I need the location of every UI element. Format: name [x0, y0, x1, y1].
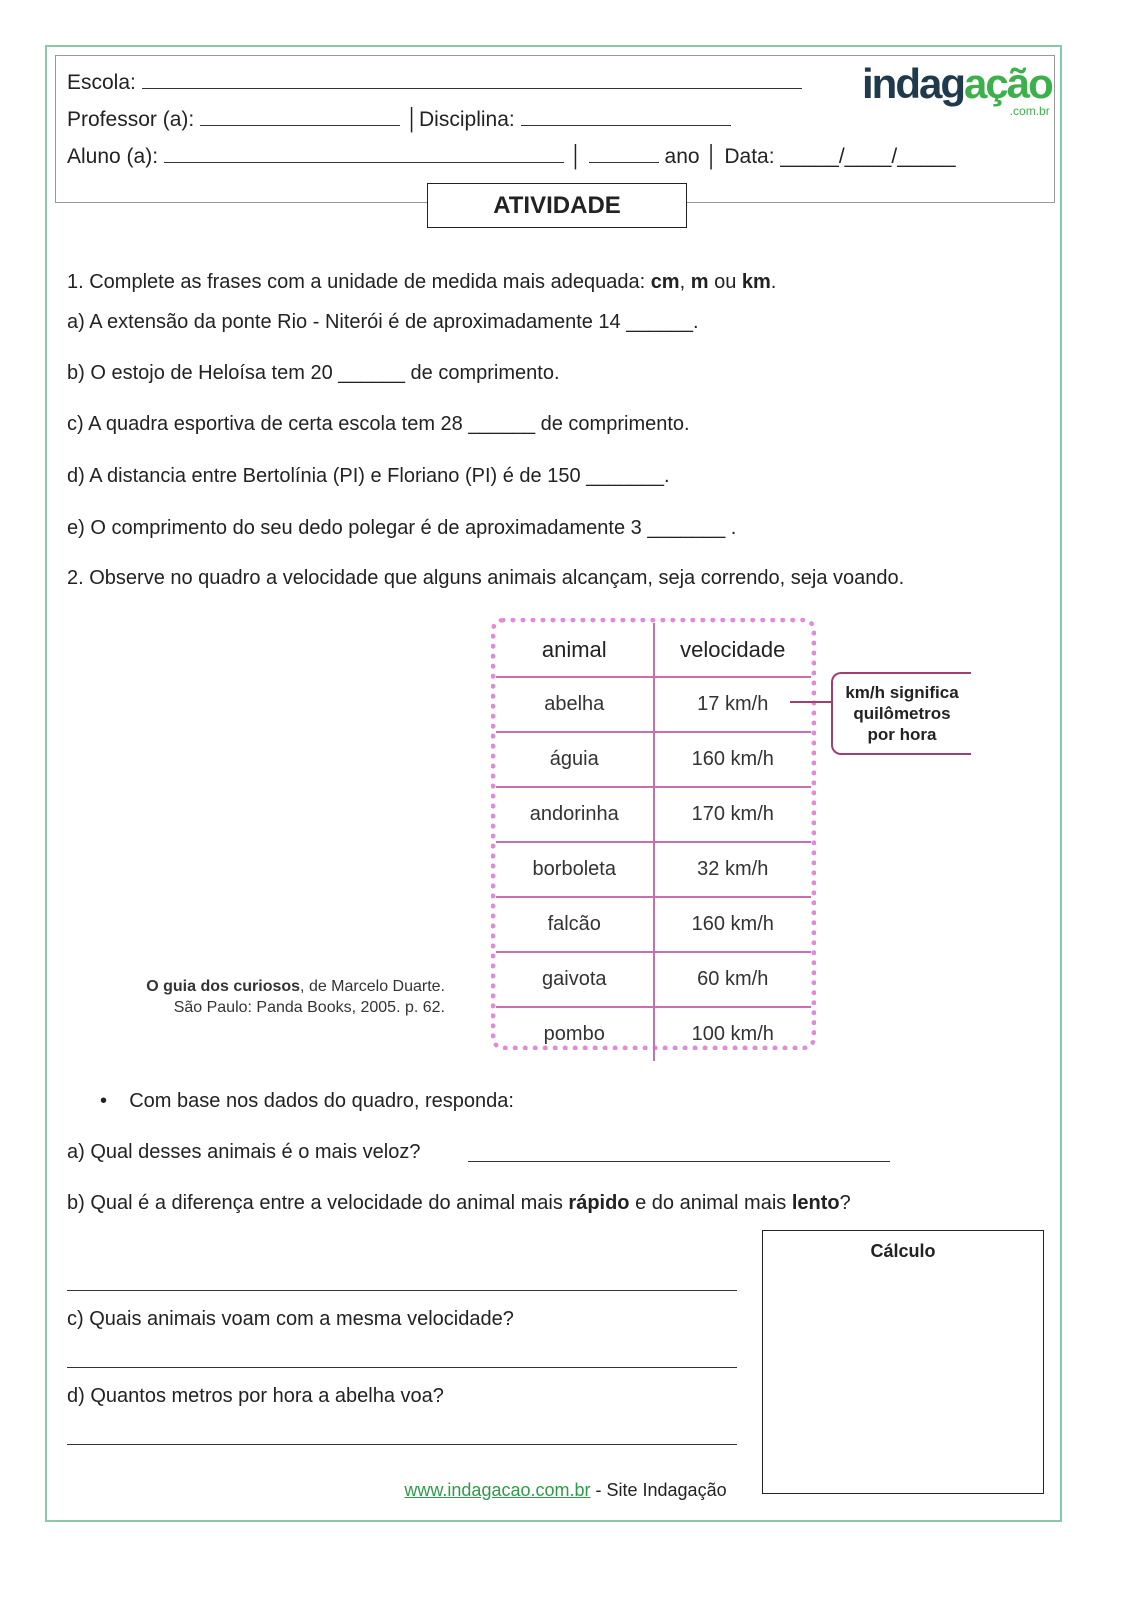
- site-link[interactable]: www.indagacao.com.br: [404, 1480, 591, 1500]
- student-field[interactable]: Aluno (a): │ ano │ Data: _____/____/_____: [67, 145, 956, 168]
- calculation-label: Cálculo: [870, 1241, 936, 1261]
- kmh-callout: km/h significa quilômetros por hora: [831, 672, 971, 755]
- teacher-label: Professor (a):: [67, 108, 195, 131]
- table-row: [496, 733, 811, 788]
- speed-cell: 100 km/h: [691, 1023, 774, 1045]
- table-row: [496, 788, 811, 843]
- speed-cell: 160 km/h: [691, 748, 774, 770]
- teacher-field[interactable]: Professor (a): │Disciplina:: [67, 107, 731, 132]
- animal-cell: pombo: [496, 1008, 655, 1061]
- answer-line-c[interactable]: [67, 1367, 737, 1368]
- speed-cell: 170 km/h: [691, 803, 774, 825]
- animal-cell: andorinha: [496, 788, 655, 841]
- date-blank: _____/____/_____: [780, 145, 956, 168]
- subject-label: Disciplina:: [419, 108, 515, 131]
- table-row: [496, 843, 811, 898]
- school-field[interactable]: [67, 70, 802, 95]
- question-2d: d) Quantos metros por hora a abelha voa?: [67, 1385, 444, 1407]
- table-row: [496, 678, 811, 733]
- question-2-intro: 2. Observe no quadro a velocidade que alguns animais alcançam, seja correndo, seja voando.: [67, 567, 905, 589]
- speed-cell: 17 km/h: [697, 693, 769, 715]
- table-row: [496, 953, 811, 1008]
- question-1-intro: 1. Complete as frases com a unidade de medida mais adequada: cm, m ou km.: [67, 271, 777, 293]
- footer: [0, 1480, 1131, 1501]
- table-row: [496, 898, 811, 953]
- speed-cell: 32 km/h: [697, 858, 769, 880]
- indagacao-logo: indagação .com.br: [862, 60, 1052, 118]
- question-2a: a) Qual desses animais é o mais veloz?: [67, 1141, 421, 1163]
- animal-cell: abelha: [496, 678, 655, 731]
- answer-line-b[interactable]: [67, 1290, 737, 1291]
- page-title: ATIVIDADE: [427, 183, 687, 228]
- question-2b: b) Qual é a diferença entre a velocidade do animal mais rápido e do animal mais lento?: [67, 1192, 851, 1214]
- date-label: Data:: [724, 145, 775, 168]
- question-1c: c) A quadra esportiva de certa escola tem 28 ______ de comprimento.: [67, 413, 690, 435]
- question-1d: d) A distancia entre Bertolínia (PI) e Floriano (PI) é de 150 _______.: [67, 465, 670, 487]
- callout-connector: [790, 701, 832, 703]
- footer-text: - Site Indagação: [590, 1480, 727, 1500]
- school-label: Escola:: [67, 71, 136, 94]
- animal-cell: borboleta: [496, 843, 655, 896]
- question-1e: e) O comprimento do seu dedo polegar é de aproximadamente 3 _______ .: [67, 517, 737, 539]
- bullet-instruction: • Com base nos dados do quadro, responda:: [100, 1090, 514, 1112]
- source-citation: O guia dos curiosos, de Marcelo Duarte. São Paulo: Panda Books, 2005. p. 62.: [146, 978, 445, 1016]
- header-speed: velocidade: [680, 637, 786, 662]
- header-animal: animal: [496, 623, 655, 676]
- animal-cell: gaivota: [496, 953, 655, 1006]
- speed-cell: 60 km/h: [697, 968, 769, 990]
- speed-cell: 160 km/h: [691, 913, 774, 935]
- animal-cell: falcão: [496, 898, 655, 951]
- answer-line-a[interactable]: [468, 1161, 890, 1162]
- table-header-row: [496, 623, 811, 678]
- table-row: [496, 1008, 811, 1061]
- question-2c: c) Quais animais voam com a mesma velocidade?: [67, 1308, 514, 1330]
- animal-cell: águia: [496, 733, 655, 786]
- animal-speed-table: [491, 618, 816, 1050]
- student-label: Aluno (a):: [67, 145, 159, 168]
- calculation-box[interactable]: [762, 1230, 1044, 1494]
- year-label: ano: [664, 145, 700, 168]
- question-1b: b) O estojo de Heloísa tem 20 ______ de comprimento.: [67, 362, 560, 384]
- answer-line-d[interactable]: [67, 1444, 737, 1445]
- question-1a: a) A extensão da ponte Rio - Niterói é de aproximadamente 14 ______.: [67, 311, 699, 333]
